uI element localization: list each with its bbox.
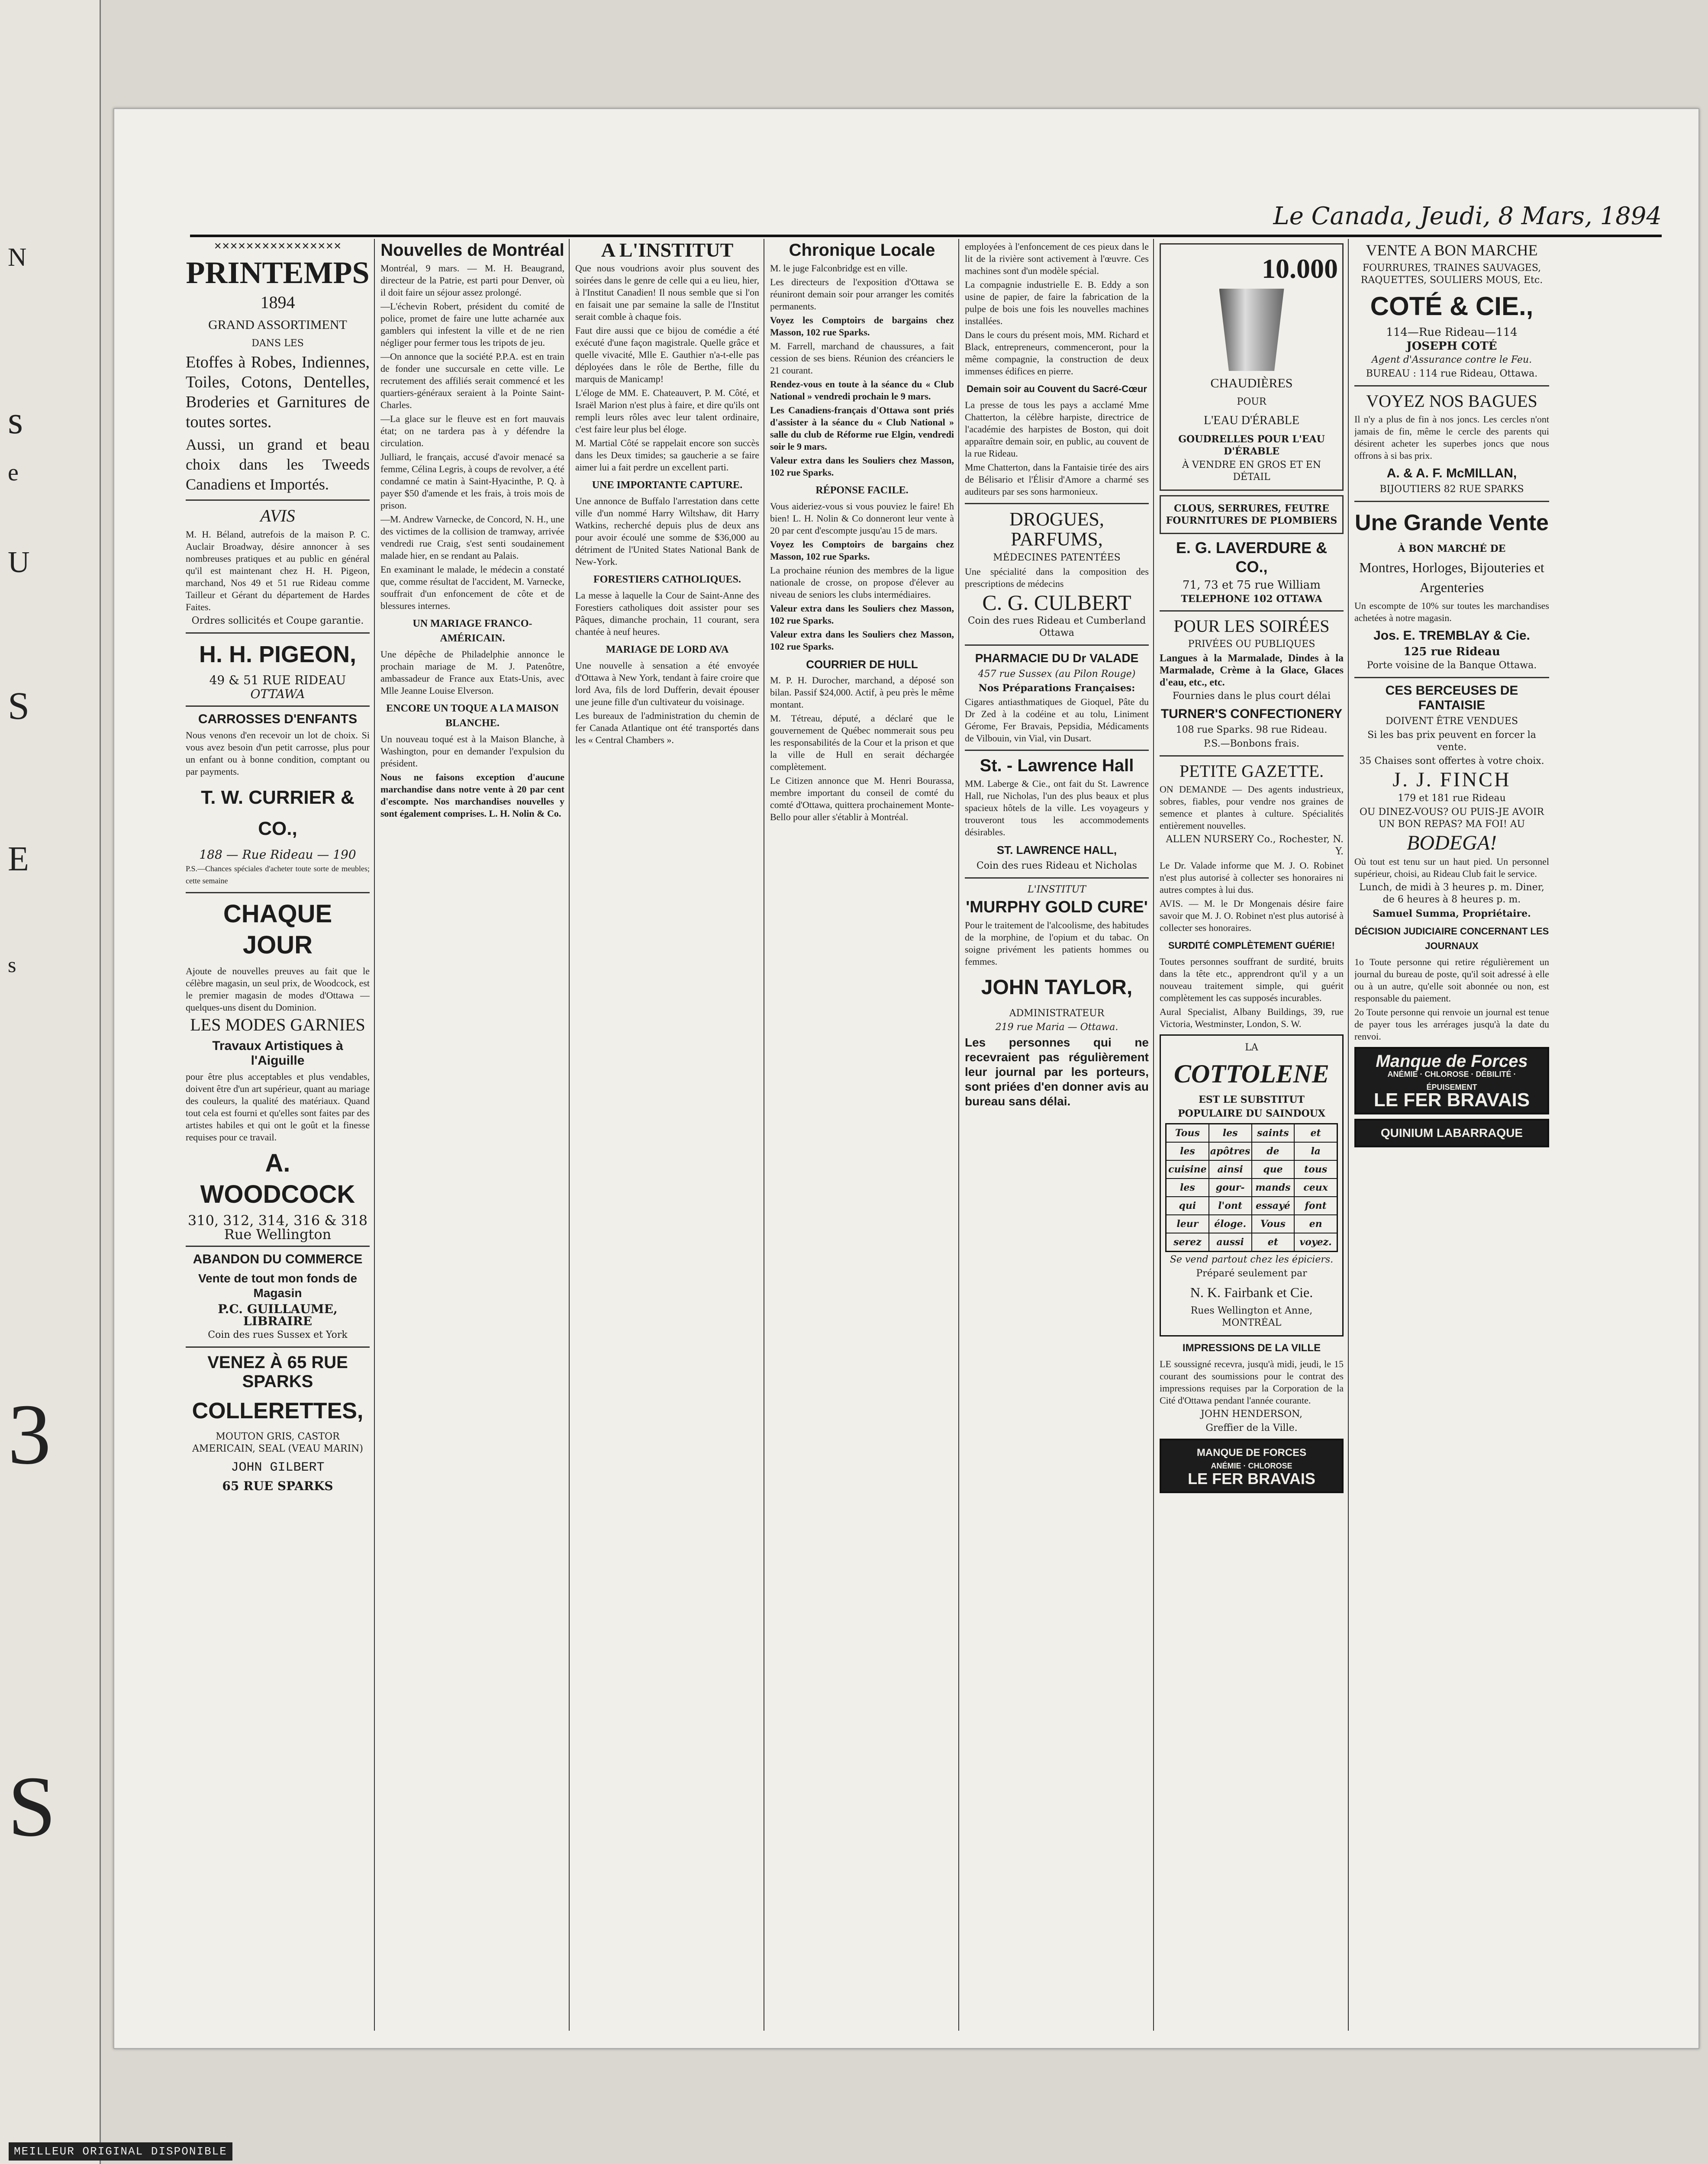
- cottolene-grid-cell: les: [1166, 1179, 1209, 1197]
- cottolene-grid-cell: serez: [1166, 1233, 1209, 1251]
- article-paragraph: M. Farrell, marchand de chaussures, a fait cession de ses biens. Réunion des créanciers le 21 courant.: [770, 341, 954, 376]
- divider: [1354, 501, 1549, 502]
- article-paragraph: La presse de tous les pays a acclamé Mme Chatterton, la célèbre harpiste, directrice de l'académie des harpistes de Boston, qui doit apparaître demain soir, en public, au couvent de la rue Rideau.: [965, 399, 1149, 459]
- chaque-jour-heading: CHAQUE JOUR: [223, 900, 332, 959]
- subheading-couvent: Demain soir au Couvent du Sacré-Cœur: [967, 383, 1147, 394]
- taylor-address: 219 rue Maria — Ottawa.: [995, 1022, 1118, 1033]
- turner-name: TURNER'S CONFECTIONERY: [1160, 707, 1343, 721]
- divider: [965, 877, 1149, 879]
- medecines-heading: MÉDECINES PATENTÉES: [993, 552, 1121, 563]
- cottolene-grid-cell: saints: [1252, 1124, 1295, 1142]
- chaudieres-pour: POUR: [1237, 396, 1266, 407]
- cottolene-grid-cell: font: [1294, 1197, 1337, 1215]
- culbert-note: Une spécialité dans la composition des prescriptions de médecins: [965, 566, 1149, 589]
- divider: [1160, 755, 1344, 757]
- cottolene-grid: [1165, 1123, 1338, 1252]
- cottolene-grid-cell: aussi: [1209, 1233, 1252, 1251]
- article-paragraph: Voyez les Comptoirs de bargains chez Masson, 102 rue Sparks.: [770, 315, 954, 338]
- divider: [186, 1346, 370, 1348]
- cottolene-title: COTTOLENE: [1174, 1059, 1329, 1088]
- article-paragraph: Voyez les Comptoirs de bargains chez Masson, 102 rue Sparks.: [770, 539, 954, 562]
- cottolene-grid-cell: que: [1252, 1160, 1295, 1179]
- decision-text: 1o Toute personne qui retire régulièrement un journal du bureau de poste, qu'il soit adressé à elle ou à un autre, qu'elle soit abonnée ou non, est responsable du paiement.: [1354, 956, 1549, 1004]
- fragment: N: [8, 243, 27, 271]
- cottolene-substitut: EST LE SUBSTITUT: [1199, 1094, 1305, 1105]
- mcmillan-name: A. & A. F. McMILLAN,: [1386, 466, 1517, 480]
- cottolene-grid-cell: en: [1294, 1215, 1337, 1233]
- ad-assortiment: GRAND ASSORTIMENT: [208, 318, 347, 332]
- bureau-text: BUREAU : 114 rue Rideau, Ottawa.: [1366, 368, 1538, 379]
- impressions-heading: IMPRESSIONS DE LA VILLE: [1182, 1342, 1321, 1354]
- divider: [186, 1246, 370, 1247]
- article-paragraph: Mme Chatterton, dans la Fantaisie tirée des airs de Bélisario et l'Élisir d'Amore a charmé ses auditeurs par ses sons harmonieux.: [965, 462, 1149, 497]
- subheading-reponse: RÉPONSE FACILE.: [815, 485, 909, 496]
- ornament: ✕✕✕✕✕✕✕✕✕✕✕✕✕✕✕✕: [214, 241, 342, 252]
- tremblay-note: Porte voisine de la Banque Ottawa.: [1366, 660, 1537, 671]
- fragment: S: [8, 1759, 56, 1855]
- avis-text: M. H. Béland, autrefois de la maison P. C. Auclair Broadway, désire annoncer à ses nombreuses pratiques et au public en général qu'il est maintenant chez H. H. Pigeon, marchand, Nos 49 et 51 rue Rideau comme Tailleur et Gérant du département de Hardes Faites.: [186, 529, 370, 612]
- nursery-text: ALLEN NURSERY Co., Rochester, N. Y.: [1166, 834, 1344, 857]
- modes-heading: LES MODES GARNIES: [190, 1015, 365, 1034]
- article-paragraph: Valeur extra dans les Souliers chez Masson, 102 rue Sparks.: [770, 603, 954, 626]
- cottolene-grid-cell: cuisine: [1166, 1160, 1209, 1179]
- subheading-mariage: UN MARIAGE FRANCO-AMÉRICAIN.: [412, 618, 532, 644]
- soirees-heading: POUR LES SOIRÉES: [1173, 616, 1330, 636]
- section-heading-montreal: Nouvelles de Montréal: [380, 241, 564, 260]
- fragment: S: [8, 685, 30, 728]
- finch-name: J. J. FINCH: [1392, 768, 1511, 791]
- laverdure-name: E. G. LAVERDURE & CO.,: [1176, 539, 1328, 576]
- fragment: s: [8, 399, 23, 442]
- turner-note: P.S.—Bonbons frais.: [1203, 738, 1300, 749]
- murphy-heading: 'MURPHY GOLD CURE': [966, 898, 1148, 916]
- cottolene-grid-cell: et: [1294, 1124, 1337, 1142]
- mouton-text: MOUTON GRIS, CASTOR AMERICAIN, SEAL (VEAU MARIN): [192, 1431, 364, 1454]
- chaises-text: 35 Chaises sont offertes à votre choix.: [1359, 756, 1544, 766]
- cottolene-grid-cell: gour-: [1209, 1179, 1252, 1197]
- cottolene-grid-cell: de: [1252, 1142, 1295, 1160]
- cottolene-grid-cell: voyez.: [1294, 1233, 1337, 1251]
- subheading-capture: UNE IMPORTANTE CAPTURE.: [592, 480, 743, 491]
- adjacent-page-fragment: [0, 0, 101, 2164]
- pharmacie-address: 457 rue Sussex (au Pilon Rouge): [978, 669, 1136, 679]
- fragment: s: [8, 953, 16, 977]
- cottolene-grid-cell: tous: [1294, 1160, 1337, 1179]
- bucket-icon: [1219, 289, 1284, 371]
- divider: [186, 705, 370, 707]
- article-paragraph: M. Martial Côté se rappelait encore son succès dans les Deux timides; sa gaucherie a se faire aimer lui a fait perdre un excellent parti.: [575, 438, 759, 473]
- travaux-text: pour être plus acceptables et plus vendables, doivent être d'un art supérieur, quant au mariage des couleurs, la qualité des matériaux. Quand tout cela est fourni et qu'elles sont faites par des artistes habiles et qui ont le goût et la finesse requises pour ce travail.: [186, 1071, 370, 1143]
- pigeon-address: 49 & 51 RUE RIDEAU: [209, 673, 346, 687]
- cottolene-vente: Se vend partout chez les épiciers.: [1170, 1254, 1334, 1265]
- currier-address: 188 — Rue Rideau — 190: [199, 847, 356, 862]
- footer-note: MEILLEUR ORIGINAL DISPONIBLE: [9, 2142, 232, 2161]
- divider: [1354, 385, 1549, 386]
- cottolene-grid-cell: la: [1294, 1142, 1337, 1160]
- pigeon-name: H. H. PIGEON,: [199, 641, 357, 667]
- article-paragraph: La prochaine réunion des membres de la ligue nationale de crosse, on propose d'élever au niveau de seniors les clubs intermédiaires.: [770, 565, 954, 600]
- article-paragraph: Les directeurs de l'exposition d'Ottawa se réuniront demain soir pour arranger les comités permanents.: [770, 277, 954, 312]
- column-rule: [569, 239, 570, 2031]
- culbert-address: Coin des rues Rideau et Cumberland Ottawa: [967, 615, 1146, 638]
- column-rule: [374, 239, 375, 2031]
- divider: [965, 750, 1149, 751]
- gazette-text: ON DEMANDE — Des agents industrieux, sobres, fiables, pour vendre nos graines de semence et plantes à culture. Spécialités entièrement nouvelles.: [1160, 784, 1344, 831]
- article-paragraph: Une annonce de Buffalo l'arrestation dans cette ville d'un nommé Harry Wiltshaw, dit Harry Watkins, recherché depuis plus de deux ans pour avoir écoulé une somme de $36,000 au détriment de l'United States National Bank de New-York.: [575, 496, 759, 567]
- decision-heading: DÉCISION JUDICIAIRE CONCERNANT LES JOURNAUX: [1354, 926, 1549, 951]
- article-paragraph: —On annonce que la société P.P.A. est en train de fonder une succursale en cette ville. Le recrutement des affiliés serait commencé et les quartiers-généraux seraient à la Pointe Saint-Charles.: [380, 351, 564, 410]
- vente-heading: Vente de tout mon fonds de Magasin: [198, 1272, 358, 1300]
- cottolene-grid-cell: Vous: [1252, 1215, 1295, 1233]
- cottolene-grid-cell: l'ont: [1209, 1197, 1252, 1215]
- ferbravais-name: LE FER BRAVAIS: [1373, 1089, 1530, 1111]
- section-heading-institut: A L'INSTITUT: [601, 239, 734, 261]
- subheading-ava: MARIAGE DE LORD AVA: [606, 644, 729, 655]
- diner-text: OU DINEZ-VOUS? OU PUIS-JE AVOIR UN BON REPAS? MA FOI! AU: [1359, 807, 1544, 830]
- surdite-address: Aural Specialist, Albany Buildings, 39, rue Victoria, Westminster, London, S. W.: [1160, 1006, 1344, 1029]
- cottolene-grid-cell: les: [1209, 1124, 1252, 1142]
- pharmacie-prep: Nos Préparations Françaises:: [978, 683, 1135, 694]
- column-6: [1160, 239, 1344, 2031]
- cottolene-grid-cell: leur: [1166, 1215, 1209, 1233]
- cottolene-grid-cell: et: [1252, 1233, 1295, 1251]
- ad-etoffes: Etoffes à Robes, Indiennes, Toiles, Cotons, Dentelles, Broderies et Garnitures de toutes sortes.: [186, 353, 370, 431]
- si-text: Si les bas prix peuvent en forcer la vente.: [1367, 730, 1536, 753]
- fairbank-name: N. K. Fairbank et Cie.: [1190, 1285, 1313, 1300]
- laverdure-address: 71, 73 et 75 rue William: [1183, 579, 1321, 592]
- fournies-text: Fournies dans le plus court délai: [1172, 691, 1331, 702]
- anemie-text: ANÉMIE · CHLOROSE · DÉBILITÉ · ÉPUISEMENT: [1387, 1070, 1516, 1092]
- murphy-text: Pour le traitement de l'alcoolisme, des habitudes de la morphine, de l'opium et du tabac. On soigne privément les patients hommes ou femmes.: [965, 920, 1149, 967]
- chaudieres-heading: CHAUDIÈRES: [1210, 376, 1293, 390]
- article-paragraph: Valeur extra dans les Souliers chez Masson, 102 rue Sparks.: [770, 455, 954, 478]
- avis-heading: AVIS: [260, 506, 295, 525]
- ad-year: 1894: [260, 293, 295, 312]
- divider: [186, 499, 370, 501]
- pigeon-city: OTTAWA: [250, 687, 305, 701]
- laverdure-telephone: TELEPHONE 102 OTTAWA: [1181, 593, 1322, 605]
- avis-ordres: Ordres sollicités et Coupe garantie.: [191, 615, 364, 626]
- fragment: E: [8, 840, 29, 878]
- turner-address: 108 rue Sparks. 98 rue Rideau.: [1176, 725, 1328, 735]
- cottolene-grid-cell: apôtres: [1209, 1142, 1252, 1160]
- article-paragraph: Que nous voudrions avoir plus souvent des soirées dans le genre de celle qui a eu lieu, hier, à l'Institut Canadien! Il nous semble que si l'on en faisait une par semaine la salle de l'Institut serait comble à chaque fois.: [575, 263, 759, 322]
- article-paragraph: —M. Andrew Varnecke, de Concord, N. H., une des victimes de la collision de tramway, arrivée vendredi rue Craig, s'est senti soudainement malade hier, en se rendant au Palais.: [380, 514, 564, 561]
- guillaume-address: Coin des rues Sussex et York: [208, 1330, 348, 1340]
- subheading-toque: ENCORE UN TOQUE A LA MAISON BLANCHE.: [386, 703, 559, 729]
- column-2: [380, 239, 564, 2031]
- carrosses-heading: CARROSSES D'ENFANTS: [198, 712, 358, 726]
- divider: [965, 644, 1149, 646]
- doivent-text: DOIVENT ÊTRE VENDUES: [1385, 716, 1518, 727]
- fragment: 3: [8, 1387, 51, 1482]
- gilbert-name: JOHN GILBERT: [231, 1460, 325, 1475]
- fairbank-address: Rues Wellington et Anne, MONTRÉAL: [1190, 1305, 1313, 1328]
- clous-box: [1160, 495, 1344, 534]
- ad-title-printemps: PRINTEMPS: [186, 255, 370, 290]
- goudrelles-text: GOUDRELLES POUR L'EAU D'ÉRABLE: [1178, 434, 1325, 457]
- henderson-name: JOHN HENDERSON,: [1201, 1409, 1302, 1420]
- quinium-ad: QUINIUM LABARRAQUE: [1354, 1119, 1549, 1147]
- manque-heading: Manque de Forces: [1376, 1052, 1528, 1071]
- column-3: [575, 239, 759, 2031]
- subheading-forestiers: FORESTIERS CATHOLIQUES.: [593, 574, 741, 585]
- carrosses-text: Nous venons d'en recevoir un lot de choix. Si vous avez besoin d'un petit carrosse, plus pour un enfant ou à bonne condition, comptant ou par payments.: [186, 730, 370, 777]
- article-paragraph: Les Canadiens-français d'Ottawa sont priés d'assister à la séance du « Club National » salle du club de Réforme rue Elgin, vendredi soir le 9 mars.: [770, 405, 954, 452]
- venez-heading: VENEZ À 65 RUE SPARKS: [207, 1353, 348, 1391]
- article-paragraph: Julliard, le français, accusé d'avoir menacé sa femme, Célina Legris, à coups de revolver, a été condamné ce matin à Saint-Hyacinthe, P. Q. à payer $50 d'amende et les frais, à trois mois de prison.: [380, 451, 564, 511]
- currier-name: T. W. CURRIER & CO.,: [201, 787, 354, 839]
- finch-address: 179 et 181 rue Rideau: [1398, 793, 1506, 804]
- cottolene-grid-cell: ainsi: [1209, 1160, 1252, 1179]
- article-paragraph: Vous aideriez-vous si vous pouviez le faire! Eh bien! L. H. Nolin & Co donneront leur vente à 20 par cent d'escompte jusqu'au 15 de mars.: [770, 501, 954, 536]
- grande-vente-heading: Une Grande Vente: [1355, 510, 1549, 535]
- cottolene-prepare: Préparé seulement par: [1196, 1268, 1307, 1279]
- article-paragraph: —La glace sur le fleuve est en fort mauvais état; on ne tardera pas à y défendre la circulation.: [380, 413, 564, 448]
- cote-name: COTÉ & CIE.,: [1370, 292, 1534, 321]
- article-paragraph: Montréal, 9 mars. — M. H. Beaugrand, directeur de la Patrie, est parti pour Denver, où il doit faire un séjour assez prolongé.: [380, 263, 564, 298]
- montres-text: Montres, Horloges, Bijouteries et Argenteries: [1359, 560, 1544, 595]
- article-paragraph: Nous ne faisons exception d'aucune marchandise dans notre vente à 20 par cent d'escompte. Nos marchandises nouvelles y sont également comprises. L. H. Nolin & Co.: [380, 772, 564, 819]
- bagues-heading: VOYEZ NOS BAGUES: [1366, 391, 1537, 411]
- cottolene-grid-cell: essayé: [1252, 1197, 1295, 1215]
- article-paragraph: Les bureaux de l'administration du chemin de fer Canada Atlantique ont été transportés dans les « Central Chambers ».: [575, 710, 759, 745]
- stlawrence-address: Coin des rues Rideau et Nicholas: [976, 860, 1137, 871]
- masthead: Le Canada, Jeudi, 8 Mars, 1894: [190, 202, 1662, 237]
- fer-bravais-ad-small: [1160, 1439, 1344, 1493]
- fragment: U: [8, 546, 30, 579]
- divider: [186, 892, 370, 893]
- stlawrence-name: ST. LAWRENCE HALL,: [996, 844, 1117, 857]
- pharmacie-text: Cigares antiasthmatiques de Gioquel, Pâte du Dr Zed à la codéine et au tolu, Liniment Gérome, Fer Bravais, Pepsidia, Médicaments de Vilbouin, vin Vial, vin Dusart.: [965, 696, 1149, 744]
- article-paragraph: Dans le cours du présent mois, MM. Richard et Black, entrepreneurs, commenceront, pour la même compagnie, la construction de deux immenses édifices en pierre.: [965, 329, 1149, 377]
- bodega-heading: BODEGA!: [1407, 831, 1497, 854]
- cottolene-ad: [1160, 1034, 1344, 1336]
- article-paragraph: En examinant le malade, le médecin a constaté que, comme résultat de l'accident, M. Varnecke, souffrait d'un enfoncement de côte et de blessures internes.: [380, 564, 564, 611]
- cottolene-grid-cell: mands: [1252, 1179, 1295, 1197]
- gilbert-address: 65 RUE SPARKS: [222, 1479, 333, 1493]
- taylor-name: JOHN TAYLOR,: [981, 976, 1133, 999]
- article-paragraph: Le Citizen annonce que M. Henri Bourassa, membre important du conseil de comté du comté d'Ottawa, quittera prochainement Monte-Bello pour aller s'établir à Montréal.: [770, 775, 954, 822]
- mcmillan-role: BIJOUTIERS 82 RUE SPARKS: [1379, 484, 1524, 495]
- assurance-text: Agent d'Assurance contre le Feu.: [1371, 354, 1532, 365]
- institut-heading: L'INSTITUT: [1028, 884, 1086, 895]
- article-paragraph: M. P. H. Durocher, marchand, a déposé son bilan. Passif $24,000. Actif, à peu près le même montant.: [770, 675, 954, 710]
- valade-text: Le Dr. Valade informe que M. J. O. Robinet n'est plus autorisé à collecter ses honoraires ni autres comptes à lui dus.: [1160, 860, 1344, 895]
- bagues-text: Il n'y a plus de fin à nos joncs. Les cercles n'ont jamais de fin, même le cercle des parents qui désirent acheter les superbes joncs que nous offrons à si bas prix.: [1354, 414, 1549, 461]
- column-rule: [958, 239, 959, 2031]
- woodcock-name: A. WOODCOCK: [200, 1149, 355, 1208]
- article-paragraph: Rendez-vous en toute à la séance du « Club National » vendredi prochain le 9 mars.: [770, 379, 954, 402]
- abandon-heading: ABANDON DU COMMERCE: [193, 1252, 363, 1266]
- chaudieres-number: 10.000: [1262, 253, 1338, 284]
- cottolene-grid-cell: les: [1166, 1142, 1209, 1160]
- gazette-heading: PETITE GAZETTE.: [1179, 761, 1324, 781]
- samuel-text: Samuel Summa, Propriétaire.: [1373, 908, 1531, 919]
- divider: [1160, 610, 1344, 612]
- surdite-heading: SURDITÉ COMPLÈTEMENT GUÉRIE!: [1168, 940, 1335, 951]
- divider: [186, 632, 370, 634]
- travaux-heading: Travaux Artistiques à l'Aiguille: [212, 1039, 343, 1068]
- fourrures-text: FOURRURES, TRAINES SAUVAGES, RAQUETTES, SOULIERS MOUS, Etc.: [1360, 263, 1543, 286]
- article-paragraph: Faut dire aussi que ce bijou de comédie a été exécuté d'une façon magistrale. Quelle grâce et quelle vivacité, Mlle E. Gauthier n'a-t-elle pas déployées dans le rôle de Berthe, fille du marquis de Manicamp!: [575, 325, 759, 384]
- tremblay-address: 125 rue Rideau: [1403, 645, 1500, 658]
- escompte-text: Un escompte de 10% sur toutes les marchandises achetées à notre magasin.: [1354, 600, 1549, 623]
- article-paragraph: La compagnie industrielle E. B. Eddy a son usine de papier, de faire la fabrication de la pulpe de bois une fois les nouvelles machines installées.: [965, 279, 1149, 326]
- pharmacie-heading: PHARMACIE DU Dr VALADE: [975, 651, 1139, 665]
- fer-bravais-ad: [1354, 1047, 1549, 1114]
- cottolene-la: LA: [1245, 1042, 1258, 1053]
- article-paragraph: employées à l'enfoncement de ces pieux dans le lit de la rivière sont activement à l'œuvre. Ces machines sont d'un modèle spécial.: [965, 241, 1149, 276]
- article-paragraph: La messe à laquelle la Cour de Saint-Anne des Forestiers catholiques doit assister pour ses Pâques, dimanche prochain, 11 courant, sera chantée à neuf heures.: [575, 590, 759, 637]
- article-paragraph: M. Tétreau, député, a déclaré que le gouvernement de Québec nommerait sous peu les responsabilités de la Cour et la prison et que la ville de Hull en serait déchargée complètement.: [770, 713, 954, 772]
- bodega-text: Où tout est tenu sur un haut pied. Un personnel supérieur, choisi, au Rideau Club fait le service.: [1354, 856, 1549, 879]
- clous-text: CLOUS, SERRURES, FEUTRE FOURNITURES DE PLOMBIERS: [1166, 503, 1337, 526]
- vente-heading: VENTE A BON MARCHE: [1366, 242, 1538, 259]
- cottolene-saindoux: POPULAIRE DU SAINDOUX: [1178, 1108, 1325, 1119]
- article-paragraph: Valeur extra dans les Souliers chez Masson, 102 rue Sparks.: [770, 629, 954, 652]
- ad-aussi: Aussi, un grand et beau choix dans les Tweeds Canadiens et Importés.: [186, 436, 370, 493]
- column-1: [186, 239, 370, 2031]
- newspaper-page: [113, 108, 1699, 2049]
- langues-text: Langues à la Marmalade, Dindes à la Marmalade, Crème à la Glace, Glaces d'eau, etc., etc.: [1160, 653, 1344, 688]
- article-paragraph: —L'échevin Robert, président du comité de police, promet de faire une lutte acharnée aux gamblers qui infestent la ville et de ne rien négliger pour fermer tous les tripots de jeu.: [380, 301, 564, 348]
- decision-text-2: 2o Toute personne qui renvoie un journal est tenue de payer tous les arrérages jusqu'à la date du renvoi.: [1354, 1007, 1549, 1042]
- taylor-role: ADMINISTRATEUR: [1009, 1008, 1105, 1019]
- ferbravais-text: LE FER BRAVAIS: [1188, 1470, 1315, 1488]
- gros-text: À VENDRE EN GROS ET EN DÉTAIL: [1182, 460, 1321, 483]
- column-5: [965, 239, 1149, 2031]
- column-7: [1354, 239, 1549, 2031]
- currier-note: P.S.—Chances spéciales d'acheter toute sorte de meubles; cette semaine: [186, 864, 370, 885]
- chaudieres-erable: L'EAU D'ÉRABLE: [1204, 414, 1299, 427]
- divider: [1354, 677, 1549, 678]
- column-rule: [1348, 239, 1349, 2031]
- culbert-name: C. G. CULBERT: [982, 590, 1131, 615]
- privees-text: PRIVÉES OU PUBLIQUES: [1188, 639, 1315, 650]
- tremblay-name: Jos. E. TREMBLAY & Cie.: [1373, 628, 1530, 643]
- column-rule: [1153, 239, 1154, 2031]
- subheading-hull: COURRIER DE HULL: [806, 658, 918, 671]
- manque-sub: ANÉMIE · CHLOROSE: [1211, 1462, 1292, 1470]
- cottolene-grid-cell: Tous: [1166, 1124, 1209, 1142]
- lunch-text: Lunch, de midi à 3 heures p. m. Diner, de 6 heures à 8 heures p. m.: [1359, 882, 1544, 905]
- drogues-heading: DROGUES, PARFUMS,: [1009, 509, 1104, 550]
- impressions-text: LE soussigné recevra, jusqu'à midi, jeudi, le 15 courant des soumissions pour le contrat des impressions requises par la Corporation de la Cité d'Ottawa pendant l'année courante.: [1160, 1359, 1344, 1406]
- berceuses-heading: CES BERCEUSES DE FANTAISIE: [1385, 683, 1518, 712]
- section-heading-chronique: Chronique Locale: [789, 241, 935, 260]
- woodcock-address: 310, 312, 314, 316 & 318: [187, 1212, 368, 1229]
- cote-address: 114—Rue Rideau—114: [1386, 326, 1518, 339]
- collerettes-heading: COLLERETTES,: [192, 1398, 364, 1423]
- article-paragraph: M. le juge Falconbridge est en ville.: [770, 263, 908, 274]
- surdite-text: Toutes personnes souffrant de surdité, bruits dans la tête etc., apprendront qu'il y a un nouveau traitement simple, qui guérit complètement les cas supposés incurables.: [1160, 956, 1344, 1003]
- avis-mongenais: AVIS. — M. le Dr Mongenais désire faire savoir que M. J. O. Robinet n'est plus autorisé à collecter ses honoraires.: [1160, 898, 1344, 933]
- column-4: [770, 239, 954, 2031]
- woodcock-street: Rue Wellington: [224, 1226, 332, 1243]
- subscribers-notice: Les personnes qui ne recevraient pas régulièrement leur journal par les porteurs, sont priées d'en donner avis au bureau sans délai.: [965, 1036, 1149, 1108]
- divider: [965, 503, 1149, 504]
- article-paragraph: Une nouvelle à sensation a été envoyée d'Ottawa à New York, tendant à faire croire que lord Ava, fils de lord Dufferin, devait épouser une jeune fille d'un cultivateur du voisinage.: [575, 660, 759, 707]
- grande-vente-sub: À BON MARCHÉ DE: [1398, 543, 1506, 554]
- cottolene-grid-cell: éloge.: [1209, 1215, 1252, 1233]
- manque-text: MANQUE DE FORCES: [1196, 1447, 1307, 1459]
- stlawrence-heading: St. - Lawrence Hall: [980, 756, 1134, 775]
- article-paragraph: L'éloge de MM. E. Chateauvert, P. M. Côté, et Israël Marion n'est plus à faire, et dire qu'ils ont rempli leurs rôles avec leur talent ordinaire, c'est faire leur plus bel éloge.: [575, 387, 759, 435]
- cottolene-grid-cell: qui: [1166, 1197, 1209, 1215]
- cottolene-grid-cell: ceux: [1294, 1179, 1337, 1197]
- chaque-jour-text: Ajoute de nouvelles preuves au fait que le célèbre magasin, un seul prix, de Woodcock, est le premier magasin de modes d'Ottawa — quelques-uns disent du Dominion.: [186, 966, 370, 1013]
- chaudieres-ad: [1160, 243, 1344, 491]
- stlawrence-text: MM. Laberge & Cie., ont fait du St. Lawrence Hall, rue Nicholas, l'un des plus beaux et plus spacieux hôtels de la ville. Les voyageurs y trouveront tous les accommodements désirables.: [965, 778, 1149, 837]
- henderson-role: Greffier de la Ville.: [1205, 1423, 1298, 1433]
- joseph-cote: JOSEPH COTÉ: [1406, 340, 1497, 353]
- fragment: e: [8, 459, 19, 486]
- ad-dans: DANS LES: [251, 338, 304, 349]
- guillaume-name: P.C. GUILLAUME, LIBRAIRE: [218, 1302, 338, 1328]
- article-paragraph: Une dépêche de Philadelphie annonce le prochain mariage de M. J. Patenôtre, ambassadeur de France aux Etats-Unis, avec Mlle Jeanne Louise Elverson.: [380, 649, 564, 696]
- article-paragraph: Un nouveau toqué est à la Maison Blanche, à Washington, pour en demander l'expulsion du président.: [380, 734, 564, 769]
